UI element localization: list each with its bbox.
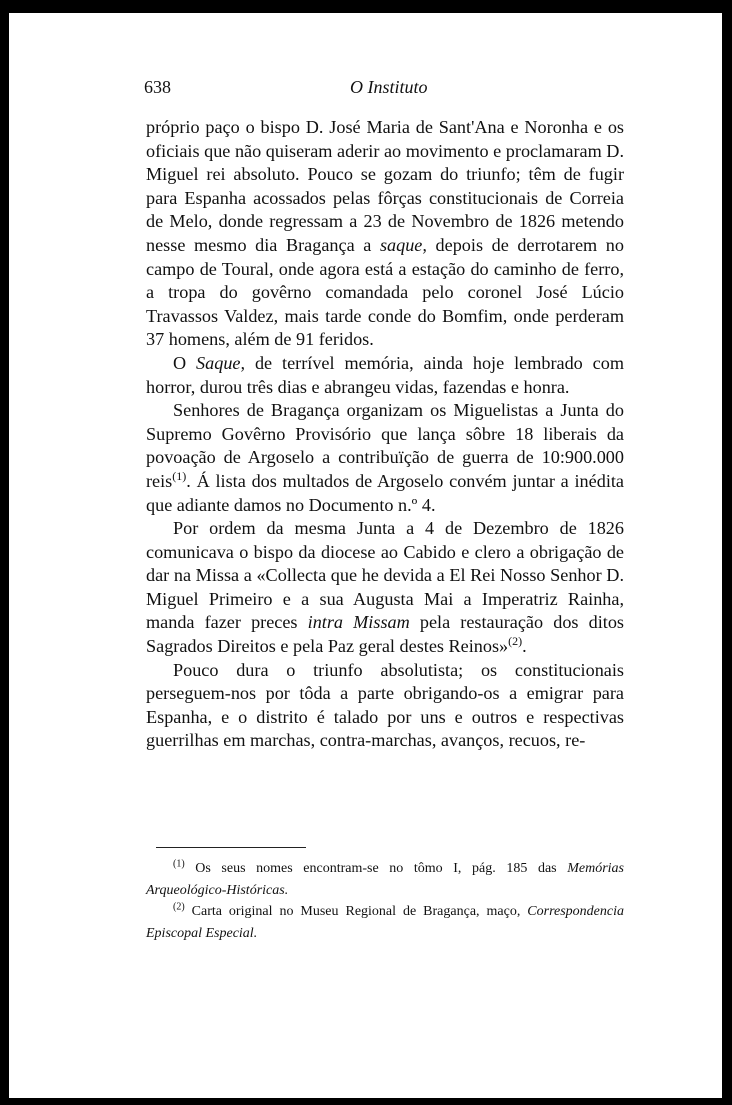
body-text [146,116,624,753]
paragraph-3-text-a: Senhores de Bragança organizam os Miguelistas a Junta do Supremo Govêrno Provisório que lança sôbre 18 liberais da povoação de Argoselo a contribuïção de guerra de 10:900.000 reis [146,400,624,491]
paragraph-4 [146,517,624,659]
paragraph-3-text-b: . Á lista dos multados de Argoselo convém juntar a inédita que adiante damos no Documento n.º 4. [146,470,624,515]
page-number: 638 [144,77,171,97]
paragraph-2-text-b: de terrível memória, ainda hoje lembrado com horror, durou três dias e abrangeu vidas, fazendas e honra. [146,352,624,397]
footnote-reference-2[interactable]: (2) [508,634,523,648]
footnote-2 [146,901,624,944]
paragraph-1-text-b: depois de derrotarem no campo de Toural, onde agora está a estação do caminho de ferro, a tropa do govêrno comandada pelo coronel José Lúcio Travassos Valdez, mais tarde conde do Bomfim, onde perderam 37 homens, além de 91 feridos. [146,234,624,350]
paragraph-2-text-a: O [173,352,197,373]
footnote-2-title: Correspondencia Episcopal Especial. [146,904,624,941]
paragraph-2 [146,352,624,399]
paragraph-4-text-c: . [522,636,527,657]
footnote-1-number: (1) [173,858,185,870]
paragraph-1-text-a: próprio paço o bispo D. José Maria de Sant'Ana e Noronha e os oficiais que não quiseram aderir ao movimento e proclamaram D. Miguel rei absoluto. Pouco se gozam do triunfo; têm de fugir para Espanha acossados pelas fôrças constitucionais de Correia de Melo, donde regressam a 23 de Novembro de 1826 metendo nesse mesmo dia Bragança a [146,117,624,255]
footnotes [146,858,624,944]
footnote-2-text: Carta original no Museu Regional de Bragança, maço, [184,904,528,919]
footnote-1-title: Memórias Arqueológico-Históricas. [146,861,624,898]
footnote-reference-1[interactable]: (1) [172,468,187,483]
paragraph-1-italic: saque, [379,234,427,255]
paragraph-1 [146,116,624,352]
page-header [144,77,632,101]
running-title: O Instituto [350,77,428,97]
paragraph-4-text-b: pela restauração dos ditos Sagrados Direitos e pela Paz geral destes Reinos» [146,612,624,657]
footnote-1-text: Os seus nomes encontram-se no tômo I, pág. 185 das [184,861,568,876]
footnote-1 [146,858,624,901]
paragraph-2-italic: Saque, [196,352,246,373]
paragraph-4-text-a: Por ordem da mesma Junta a 4 de Dezembro de 1826 comunicava o bispo da diocese ao Cabido e clero a obrigação de dar na Missa a «Collecta que he devida a El Rei Nosso Senhor D. Miguel Primeiro e a sua Augusta Mai a Imperatriz Rainha, manda fazer preces [146,518,624,633]
footnote-2-number: (2) [173,901,185,913]
paragraph-3 [146,399,624,517]
book-page [9,13,722,1098]
paragraph-4-italic: intra Missam [307,612,410,633]
paragraph-5: Pouco dura o triunfo absolutista; os constitucionais perseguem-nos por tôda a parte obrigando-os a emigrar para Espanha, e o distrito é talado por uns e outros e respectivas guerrilhas em marchas, contra-marchas, avanços, recuos, re- [146,659,624,751]
footnote-divider [156,847,306,848]
